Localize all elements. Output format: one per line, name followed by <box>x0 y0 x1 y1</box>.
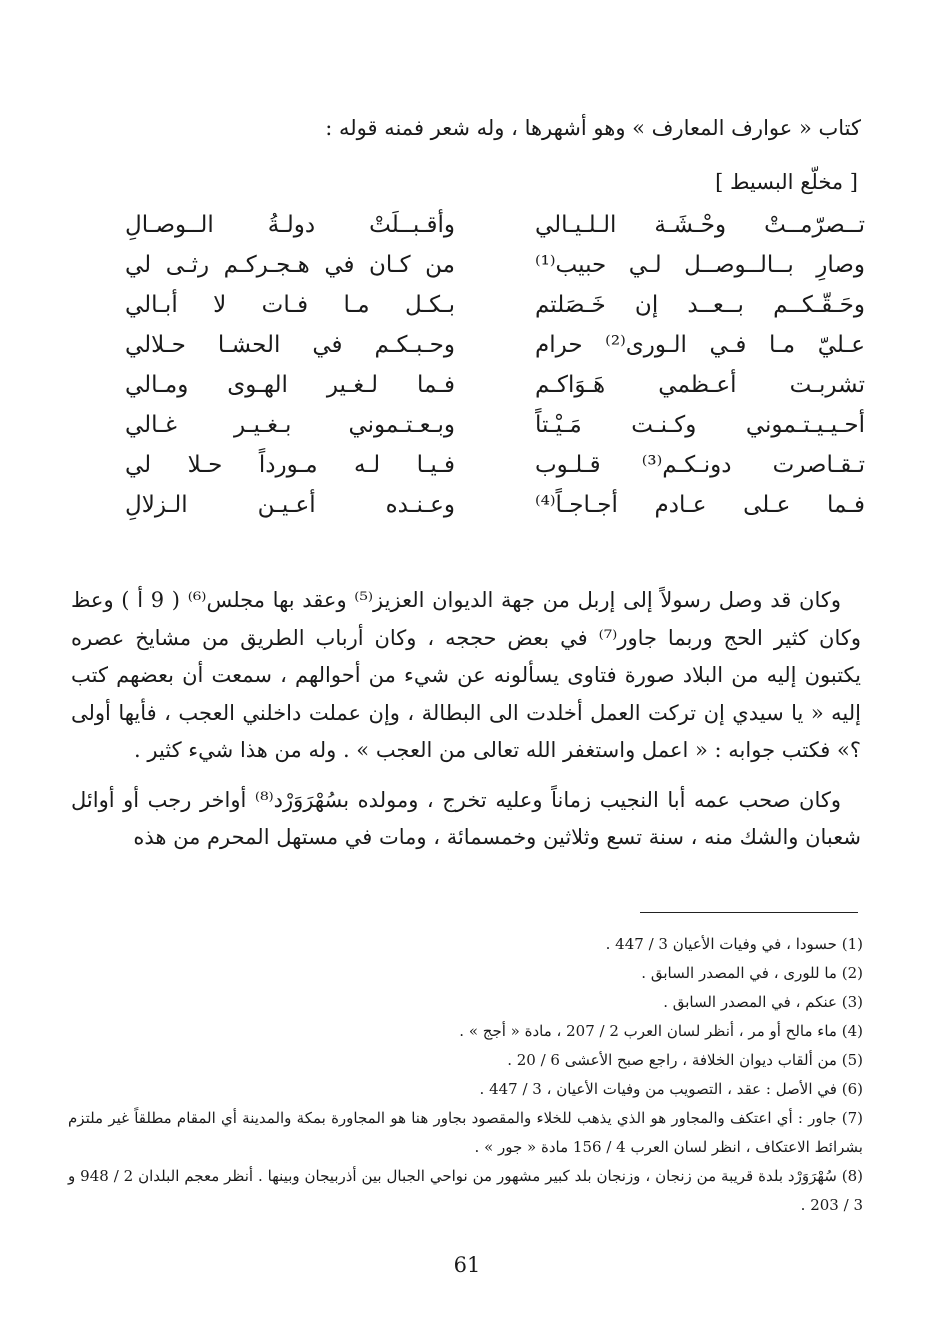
verse-second-hemistich: فـما لـغـير الهـوى ومـالي <box>125 372 455 398</box>
verse <box>125 445 865 485</box>
footnote: (4) ماء مالح أو مر ، أنظر لسان العرب 2 / 207 ، مادة « أجج » . <box>459 1022 863 1040</box>
intro-line: كتاب « عوارف المعارف » وهو أشهرها ، وله شعر فمنه قوله : <box>325 116 861 140</box>
verse <box>125 405 865 445</box>
verse <box>125 325 865 365</box>
footnote-separator <box>640 912 858 913</box>
body-text <box>71 582 861 857</box>
footnote: (7) جاور : أي اعتكف والمجاور هو الذي يذهب للخلاء والمقصود بجاور هنا هو المجاورة بمكة والمدينة أي المقام مطلقاً غير ملتزم بشرائط الاعتكاف ، انظر لسان العرب 4 / 156 مادة « جور » . <box>68 1109 863 1156</box>
verse-first-hemistich: وصارِ بــالــوصــل لـي حبيب⁽¹⁾ <box>535 252 865 278</box>
paragraph: وكان قد وصل رسولاً إلى إربل من جهة الديوان العزيز⁽⁵⁾ وعقد بها مجلس⁽⁶⁾ ( 9 أ ) وعظ وكان كثير الحج وربما جاور⁽⁷⁾ في بعض حججه ، وكان أرباب الطريق من مشايخ عصره يكتبون إليه من البلاد صورة فتاوى يسألونه عن شيء من أحوالهم ، سمعت أن بعضهم كتب إليه « يا سيدي إن تركت العمل أخلدت الى البطالة ، وإن عملت داخلني العجب ، فأيها أولى ؟» فكتب جوابه : « اعمل واستغفر الله تعالى من العجب » . وله من هذا شيء كثير . <box>71 588 862 762</box>
verse <box>125 245 865 285</box>
verse-second-hemistich: فـيـا لـه مـورداً حـلا لي <box>125 452 455 478</box>
verse-second-hemistich: من كـان في هـجـركـم رثـى لي <box>125 252 455 278</box>
verse <box>125 285 865 325</box>
paragraph: وكان صحب عمه أبا النجيب زماناً وعليه تخرج ، ومولده بسُهْرَوَرْد⁽⁸⁾ أواخر رجب أو أوائل شعبان والشك منه ، سنة تسع وثلاثين وخمسمائة ، ومات في مستهل المحرم من هذه <box>71 787 861 849</box>
footnote: (6) في الأصل : عقد ، التصويب من وفيات الأعيان ، 3 / 447 . <box>479 1080 863 1098</box>
verse-second-hemistich: وحـبـكـم في الحشـا حـلالي <box>125 332 455 358</box>
verse-first-hemistich: تشربـت أعـظمي هَـوَاكـم <box>535 372 865 398</box>
verse <box>125 365 865 405</box>
footnote: (2) ما للورى ، في المصدر السابق . <box>641 964 863 982</box>
page-number: 61 <box>453 1253 481 1277</box>
footnote: (5) من ألقاب ديوان الخلافة ، راجع صبح الأعشى 6 / 20 . <box>507 1051 863 1069</box>
footnote: (8) سُهْرَوَرْد بلدة قريبة من زنجان ، وزنجان بلد كبير مشهور من نواحي الجبال بين أذربيجان وبينها . أنظر معجم البلدان 2 / 948 و 3 / 203 . <box>68 1167 863 1214</box>
verse <box>125 205 865 245</box>
verse-first-hemistich: أحـيـيـتـموني وكـنـت مَـيْـتاً <box>535 412 865 438</box>
verse-first-hemistich: عـليّ مـا فـي الـورى⁽²⁾ حرام <box>535 332 865 358</box>
verse-second-hemistich: وبـعـتـموني بـغـيـر غـالي <box>125 412 455 438</box>
verse-second-hemistich: وأقـبــلَتْ دولـةُ الــوصـالِ <box>125 212 455 238</box>
meter-label: [ مخلّع البسيط ] <box>715 170 858 194</box>
verse-first-hemistich: تـقـاصرت دونـكـم⁽³⁾ قـلـوب <box>535 452 865 478</box>
footnote: (3) عنكم ، في المصدر السابق . <box>663 993 863 1011</box>
verse-first-hemistich: تــصرّمــتْ وحْـشَـة الـلـيـالي <box>535 212 865 238</box>
footnotes <box>68 930 863 1220</box>
verse-first-hemistich: فـما عـلى عـادم أجـاجـاً⁽⁴⁾ <box>535 492 865 518</box>
poem <box>125 205 865 525</box>
footnote: (1) حسودا ، في وفيات الأعيان 3 / 447 . <box>605 935 863 953</box>
verse-second-hemistich: بـكـل مـا فـات لا أبـالي <box>125 292 455 318</box>
verse-first-hemistich: وحَـقّـكــم بــعــد إن خَـصَلتم <box>535 292 865 318</box>
verse <box>125 485 865 525</box>
verse-second-hemistich: وعـنـده أعـيـن الـزلالِ <box>125 492 455 518</box>
